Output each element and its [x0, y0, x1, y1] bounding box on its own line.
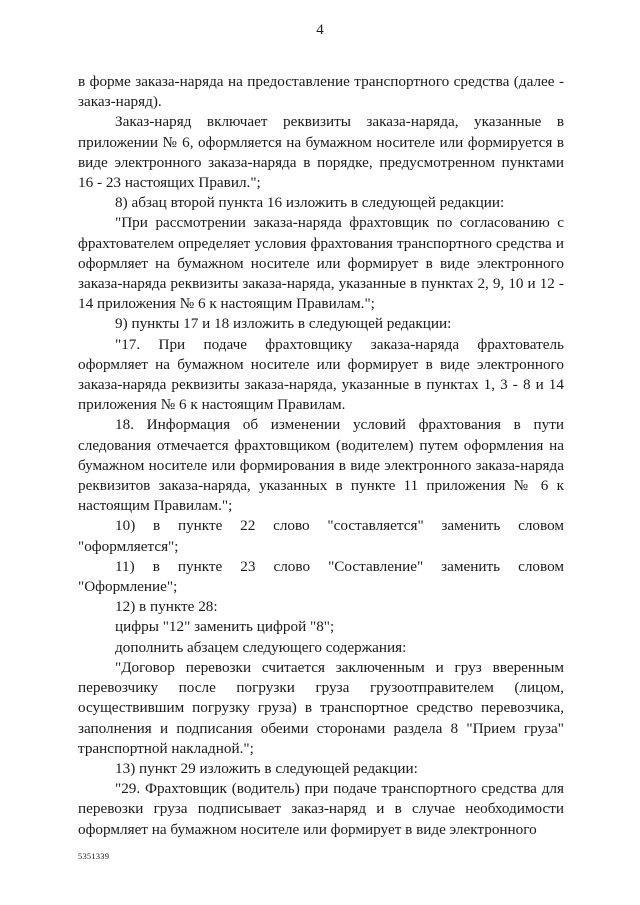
paragraph: "При рассмотрении заказа-наряда фрахтовщик по согласованию с фрахтователем определяет условия фрахтования транспортного средства и оформляет на бумажном носителе или формирует в виде электронного заказа-наряда реквизиты заказа-наряда, указанные в пунктах 2, 9, 10 и 12 - 14 приложения № 6 к настоящим Правилам."; — [78, 214, 564, 313]
paragraph: в форме заказа-наряда на предоставление транспортного средства (далее - заказ-наряд). — [78, 73, 564, 111]
paragraph: 10) в пункте 22 слово "составляется" заменить словом "оформляется"; — [78, 517, 564, 555]
document-code: 5351339 — [78, 851, 110, 861]
paragraph: "Договор перевозки считается заключенным и груз вверенным перевозчику после погрузки груза грузоотправителем (лицом, осуществившим погрузку груза) в транспортное средство перевозчика, заполнения и подписания обеими сторонами раздела 8 "Прием груза" транспортной накладной."; — [78, 658, 564, 757]
paragraph: 18. Информация об изменении условий фрахтования в пути следования отмечается фрахтовщиком (водителем) путем оформления на бумажном носителе или формирования в виде электронного заказа-наряда реквизитов заказа-наряда, указанных в пункте 11 приложения № 6 к настоящим Правилам."; — [78, 416, 564, 515]
paragraph: дополнить абзацем следующего содержания: — [115, 638, 407, 656]
paragraph: Заказ-наряд включает реквизиты заказа-наряда, указанные в приложении № 6, оформляется на бумажном носителе или формируется в виде электронного заказа-наряда в порядке, предусмотренном пунктами 16 - 23 настоящих Правил."; — [78, 113, 564, 192]
document-body — [78, 72, 564, 840]
paragraph: 8) абзац второй пункта 16 изложить в следующей редакции: — [115, 194, 505, 212]
paragraph: цифры "12" заменить цифрой "8"; — [115, 618, 335, 636]
page-number: 4 — [316, 22, 324, 38]
paragraph: "29. Фрахтовщик (водитель) при подаче транспортного средства для перевозки груза подписывает заказ-наряд и в случае необходимости оформляет на бумажном носителе или формирует в виде электронного — [78, 780, 564, 838]
paragraph: 12) в пункте 28: — [115, 598, 218, 616]
paragraph: 9) пункты 17 и 18 изложить в следующей редакции: — [115, 315, 452, 333]
paragraph: "17. При подаче фрахтовщику заказа-наряда фрахтователь оформляет на бумажном носителе или формирует в виде электронного заказа-наряда реквизиты заказа-наряда, указанные в пунктах 1, 3 - 8 и 14 приложения № 6 к настоящим Правилам. — [78, 335, 564, 414]
paragraph: 11) в пункте 23 слово "Составление" заменить словом "Оформление"; — [78, 557, 564, 596]
paragraph: 13) пункт 29 изложить в следующей редакции: — [115, 759, 418, 777]
